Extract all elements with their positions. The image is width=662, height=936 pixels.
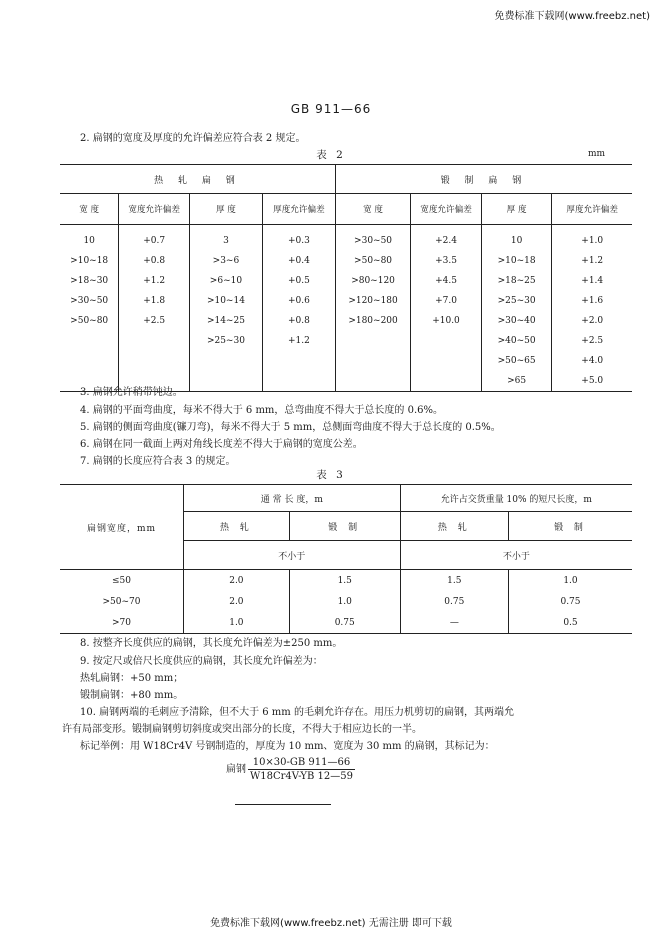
table-cell: +0.3 [262,225,335,252]
table-cell [335,331,410,351]
table-cell: >50~80 [335,251,410,271]
table3-sub-forged: 锻 制 [289,512,400,541]
table-cell: >10~18 [481,251,552,271]
table2-header: 宽度允许偏差 [119,194,190,225]
table-cell: >14~25 [189,311,262,331]
table-cell [60,331,119,351]
table-cell: 10 [83,236,95,246]
table-cell: +0.6 [262,291,335,311]
table-cell [411,351,482,371]
table-cell: >3~6 [189,251,262,271]
table-cell: >40~50 [481,331,552,351]
table-cell: >6~10 [189,271,262,291]
table-cell: >25~30 [481,291,552,311]
table-row [60,251,632,271]
table-row [60,291,632,311]
paragraph-8: 8. 按整齐长度供应的扁钢，其长度允许偏差为±250 mm。 [80,638,343,649]
table-cell: 0.75 [289,612,400,634]
watermark-top: 免费标准下载网(www.freebz.net) [494,11,650,22]
table-cell: +10.0 [411,311,482,331]
table-cell: >50~80 [70,316,109,326]
table-cell [262,351,335,371]
table-cell: +1.2 [262,331,335,351]
table3-sub-hot: 热 轧 [183,512,289,541]
table-cell: 0.5 [509,612,633,634]
paragraph-6: 6. 扁钢在同一截面上两对角线长度差不得大于扁钢的宽度公差。 [80,439,363,450]
table-cell: 1.0 [183,612,289,634]
table-cell [189,351,262,371]
table-3 [60,484,632,634]
mark-numerator: 10×30-GB 911—66 [248,757,355,770]
table-cell: +0.7 [119,225,190,252]
watermark-bottom: 免费标准下载网(www.freebz.net) 无需注册 即可下载 [210,918,452,929]
mark-example [226,757,355,782]
table-cell: +3.5 [411,251,482,271]
table2-header: 宽 度 [335,194,410,225]
table-cell: >10~18 [70,256,109,266]
table-cell: +4.0 [552,351,632,371]
table-row [60,271,632,291]
table3-sub-forged: 锻 制 [509,512,633,541]
paragraph-7: 7. 扁钢的长度应符合表 3 的规定。 [80,456,236,467]
table-cell [335,371,410,392]
table-cell: >70 [60,612,183,634]
table3-sub-hot: 热 轧 [400,512,508,541]
table-cell: >120~180 [335,291,410,311]
table-cell: 0.75 [400,591,508,612]
table-row [60,225,632,252]
table-row [60,311,632,331]
paragraph-3: 3. 扁钢允许稍带钝边。 [80,387,183,398]
table-cell: 10 [481,225,552,252]
table3-group-short: 允许占交货重量 10% 的短尺长度，m [400,485,632,512]
table-cell: 2.0 [183,570,289,592]
table-cell: 1.5 [289,570,400,592]
table-cell: +2.5 [119,311,190,331]
table-cell [60,351,119,371]
table-cell: 1.5 [400,570,508,592]
table-row [60,331,632,351]
table-cell: +1.2 [119,271,190,291]
table-cell: >80~120 [335,271,410,291]
table-cell: >30~50 [335,225,410,252]
paragraph-9: 9. 按定尺或倍尺长度供应的扁钢，其长度允许偏差为： [80,656,323,667]
table-cell [119,351,190,371]
table-cell: >10~14 [189,291,262,311]
table2-header: 厚 度 [189,194,262,225]
table2-header: 宽度允许偏差 [411,194,482,225]
table-cell: +0.8 [119,251,190,271]
table-cell: 2.0 [183,591,289,612]
table-cell: >50~70 [102,596,141,607]
table-cell: +7.0 [411,291,482,311]
table2-unit: mm [588,149,606,159]
table3-not-less: 不小于 [400,541,632,570]
table2-header: 宽 度 [60,194,119,225]
paragraph-4: 4. 扁钢的平面弯曲度，每米不得大于 6 mm，总弯曲度不得大于总长度的 0.6%。 [80,405,443,416]
table-cell: 0.75 [509,591,633,612]
table3-title: 表 3 [316,469,346,481]
table3-row-header: 扁钢宽度，mm [60,485,183,570]
table3-group-normal: 通 常 长 度，m [183,485,400,512]
paragraph-2: 2. 扁钢的宽度及厚度的允许偏差应符合表 2 规定。 [80,133,306,144]
table-cell: +1.2 [552,251,632,271]
end-rule [235,804,331,805]
mark-denominator: W18Cr4V-YB 12—59 [250,771,353,782]
table-cell [119,331,190,351]
table-cell: +0.5 [262,271,335,291]
mark-fraction [248,757,355,782]
table-cell: >30~40 [481,311,552,331]
table-row [60,570,632,592]
table3-not-less: 不小于 [183,541,400,570]
table2-header: 厚度允许偏差 [262,194,335,225]
table-cell: >180~200 [335,311,410,331]
table2-group-hot: 热 轧 扁 钢 [60,165,335,194]
table-cell [335,351,410,371]
table-cell: +1.0 [552,225,632,252]
table-row [60,591,632,612]
table-row [60,351,632,371]
table-cell: 1.0 [509,570,633,592]
table2-title: 表 2 [316,149,346,161]
table-cell: +4.5 [411,271,482,291]
table-cell: +2.5 [552,331,632,351]
paragraph-mark-example: 标记举例：用 W18Cr4V 号钢制造的，厚度为 10 mm、宽度为 30 mm 的扁钢，其标记为： [80,741,495,752]
table-cell: ≤50 [111,575,131,586]
table-row [60,612,632,634]
table-cell [262,371,335,392]
table-cell [411,371,482,392]
table-cell [189,371,262,392]
table-cell: +5.0 [552,371,632,392]
paragraph-9a: 热轧扁钢：+50 mm； [80,673,184,684]
paragraph-5: 5. 扁钢的侧面弯曲度(镰刀弯)，每米不得大于 5 mm，总侧面弯曲度不得大于总长度的 0.5%。 [80,422,501,433]
table2-header: 厚 度 [481,194,552,225]
standard-code: GB 911—66 [290,102,372,116]
paragraph-10-line2: 许有局部变形。锻制扁钢剪切斜度或突出部分的长度，不得大于相应边长的一半。 [62,724,422,735]
table-cell [411,331,482,351]
table-cell: 3 [189,225,262,252]
paragraph-9b: 锻制扁钢：+80 mm。 [80,690,184,701]
table-cell: — [400,612,508,634]
table-cell: +2.0 [552,311,632,331]
table-2 [60,164,632,392]
table-cell: +1.4 [552,271,632,291]
table-cell: +0.8 [262,311,335,331]
table-cell: +2.4 [411,225,482,252]
table-cell: +1.8 [119,291,190,311]
table-cell: >18~25 [481,271,552,291]
table2-group-forged: 锻 制 扁 钢 [335,165,632,194]
table-cell: +0.4 [262,251,335,271]
table-cell: >65 [481,371,552,392]
table2-header: 厚度允许偏差 [552,194,632,225]
table-cell: >25~30 [189,331,262,351]
table-cell: >18~30 [70,276,109,286]
table-cell: +1.6 [552,291,632,311]
mark-prefix: 扁钢 [226,764,246,775]
table-cell: >30~50 [70,296,109,306]
table-cell: >50~65 [481,351,552,371]
table-cell: 1.0 [289,591,400,612]
paragraph-10-line1: 10. 扁钢两端的毛刺应予清除，但不大于 6 mm 的毛刺允许存在。用压力机剪切的扁钢，其两端允 [80,707,514,718]
